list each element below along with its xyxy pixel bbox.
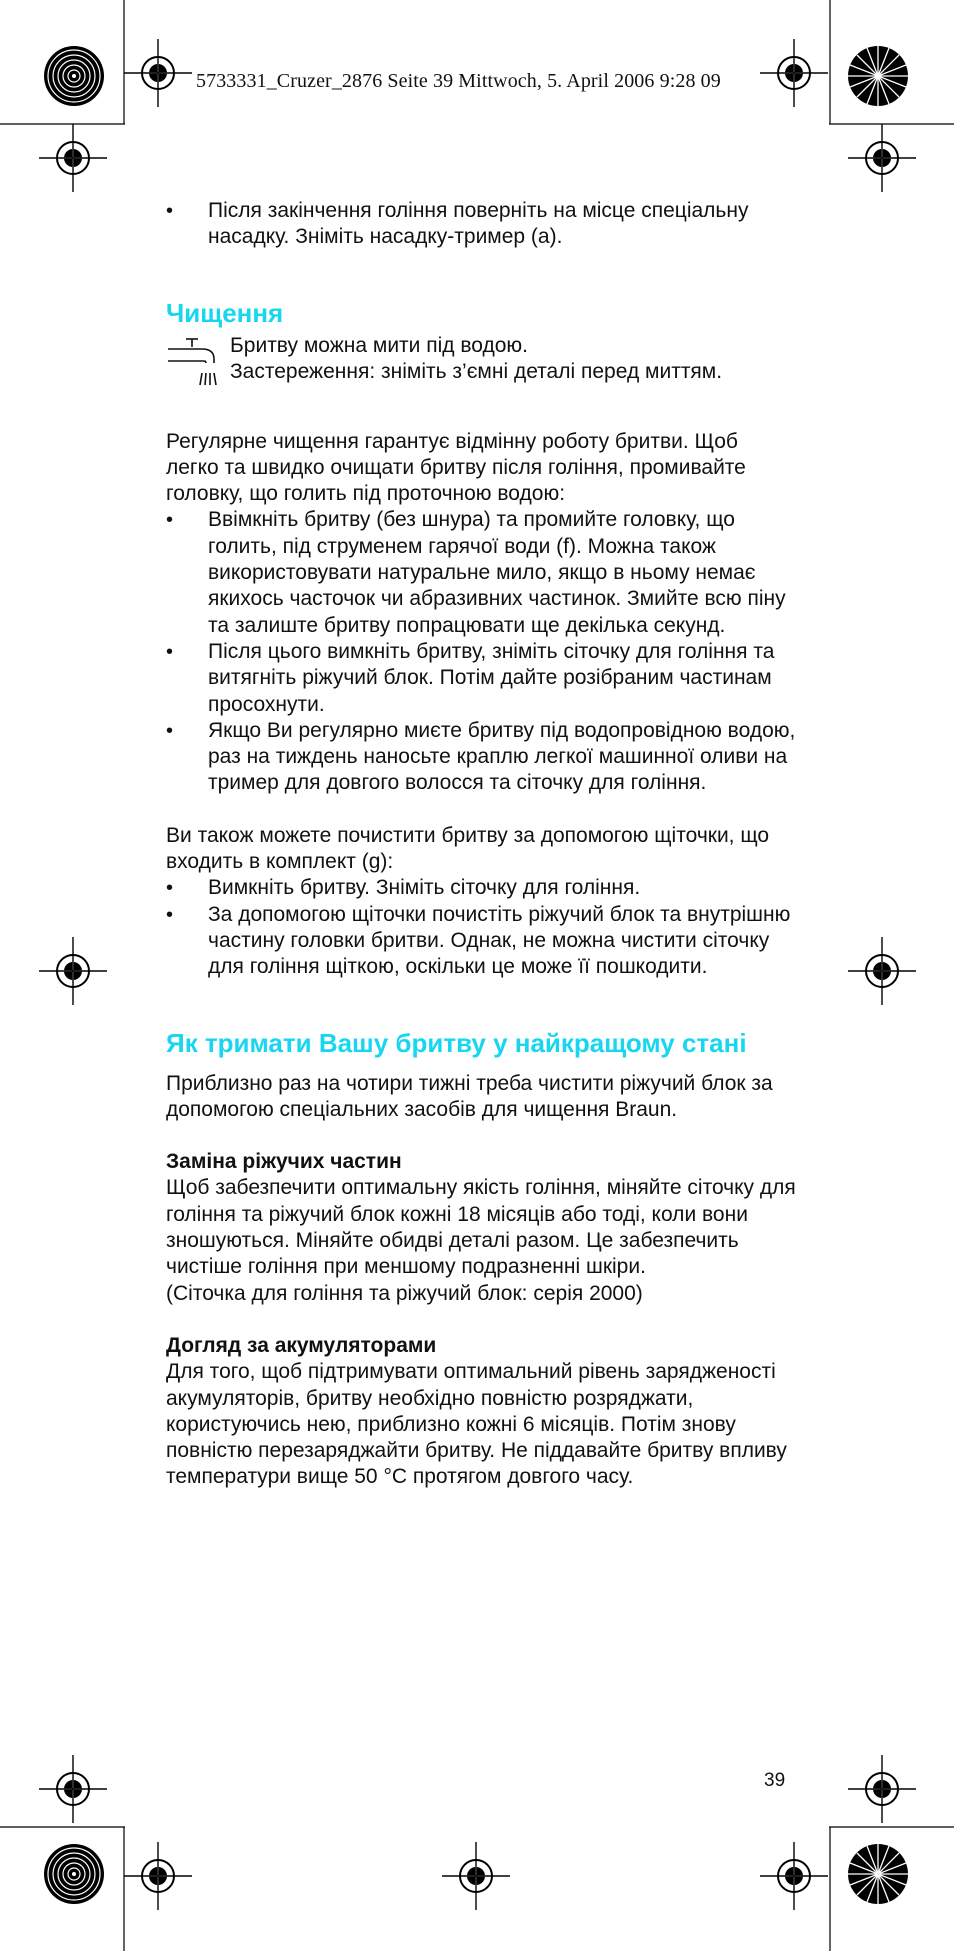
brush-steps-list — [166, 875, 796, 980]
list-item: • За допомогою щіточки почистіть ріжучий блок та внутрішню частину головки бритви. Однак, не можна чистити сіточку для гоління щіткою, оскільки це може її пошкодити. — [166, 902, 796, 981]
print-slug: 5733331_Cruzer_2876 Seite 39 Mittwoch, 5. April 2006 9:28 09 — [196, 70, 721, 92]
manual-page-content — [166, 198, 796, 1491]
cleaning-paragraph: Регулярне чищення гарантує відмінну роботу бритви. Щоб легко та швидко очищати бритву після гоління, промивайте головку, що голить під проточною водою: — [166, 429, 746, 506]
parts-note: (Сіточка для гоління та ріжучий блок: серія 2000) — [166, 1281, 643, 1305]
list-item: • Ввімкніть бритву (без шнура) та промийте головку, що голить, під струменем гарячої води (f). Можна також використовувати натуральне мило, якщо в ньому немає якихось часточок чи абразивних частинок. Змийте всю піну та залиште бритву попрацювати ще декілька секунд. — [166, 507, 796, 638]
water-note-warning: Застереження: зніміть з’ємні деталі перед миттям. — [230, 359, 723, 383]
list-item: • Якщо Ви регулярно миєте бритву під водопровідною водою, раз на тиждень наносьте краплю легкої машинної оливи на тример для довгого волосся та сіточку для гоління. — [166, 718, 796, 797]
list-item: • Вимкніть бритву. Зніміть сіточку для гоління. — [166, 875, 796, 901]
maintenance-paragraph: Приблизно раз на чотири тижні треба чистити ріжучий блок за допомогою спеціальних засобів для чищення Braun. — [166, 1071, 773, 1121]
running-water-tap-icon — [166, 335, 222, 403]
subsection-title-battery: Догляд за акумуляторами — [166, 1333, 437, 1357]
water-note-line: Бритву можна мити під водою. — [230, 333, 529, 357]
parts-paragraph: Щоб забезпечити оптимальну якість гоління, міняйте сіточку для гоління та ріжучий блок кожні 18 місяців або тоді, коли вони зношуються. Міняйте обидві деталі разом. Це забезпечить чистіше гоління при меншому подразненні шкіри. — [166, 1176, 796, 1279]
page-number: 39 — [764, 1770, 786, 1791]
water-note-text — [230, 333, 722, 386]
section-title-maintenance: Як тримати Вашу бритву у найкращому стані — [166, 1027, 747, 1058]
battery-paragraph: Для того, щоб підтримувати оптимальний рівень зарядженості акумуляторів, бритву необхідно повністю розряджати, користуючись нею, приблизно кожні 6 місяців. Потім знову повністю перезаряджайти бритву. Не піддавайте бритву впливу температури вище 50 °C протягом довгого часу. — [166, 1360, 787, 1489]
subsection-title-parts: Заміна ріжучих частин — [166, 1150, 402, 1174]
list-item: • Після цього вимкніть бритву, зніміть сіточку для гоління та витягніть ріжучий блок. Потім дайте розібраним частинам просохнути. — [166, 639, 796, 718]
cleaning-steps-list — [166, 507, 796, 796]
list-item: • Після закінчення гоління поверніть на місце спеціальну насадку. Зніміть насадку-тример (а). — [166, 198, 796, 251]
intro-list — [166, 198, 796, 251]
section-title-cleaning: Чищення — [166, 297, 284, 328]
brush-paragraph: Ви також можете почистити бритву за допомогою щіточки, що входить в комплект (g): — [166, 823, 770, 874]
water-note — [166, 333, 796, 403]
